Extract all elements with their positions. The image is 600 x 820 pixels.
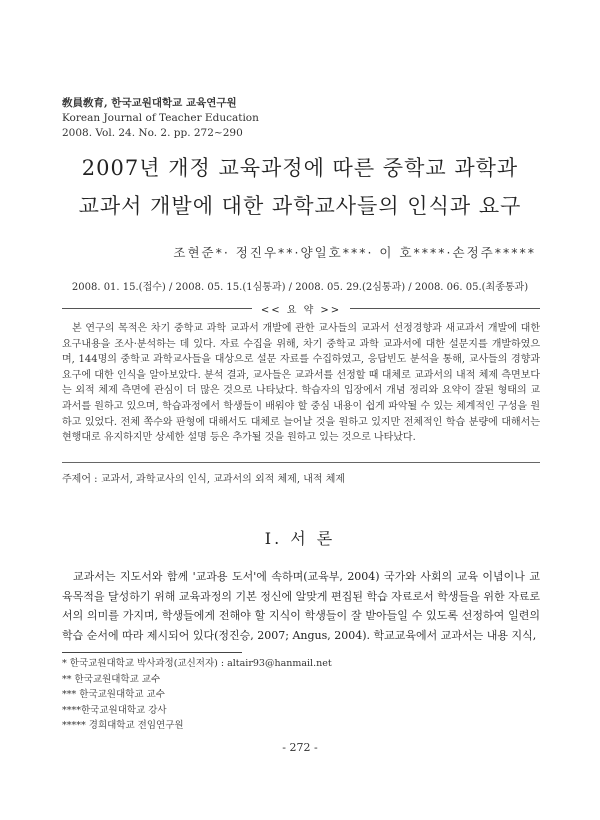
- abstract-rule-right: [350, 308, 540, 309]
- footnote-item: ***** 경희대학교 전임연구원: [62, 720, 184, 732]
- keywords: 주제어 : 교과서, 과학교사의 인식, 교과서의 외적 체제, 내적 체제: [62, 474, 346, 485]
- review-dates: 2008. 01. 15.(접수) / 2008. 05. 15.(1심통과) / 2008. 05. 29.(2심통과) / 2008. 06. 05.(최종통과): [71, 282, 529, 293]
- footnote-item: ****한국교원대학교 강사: [62, 704, 167, 716]
- footnote-item: ** 한국교원대학교 교수: [62, 673, 161, 685]
- journal-info: [62, 96, 259, 141]
- abstract-text: 본 연구의 목적은 차기 중학교 과학 교과서 개발에 관한 교사들의 교과서 선정경향과 새교과서 개발에 대한 요구내용을 조사·분석하는 데 있다. 자료 수집을 위해, 차기 중학교 과학 교과서에 대한 설문지를 개발하였으며, 144명의 중학교 과학교사들을 대상으로 설문 자료를 수집하였고, 응답빈도 분석을 통해, 교사들의 경향과 요구에 대한 인식을 알아보았다. 분석 결과, 교사들은 교과서를 선정할 때 대체로 교과서의 내적 체제 측면보다는 외적 체제 측면에 관심이 더 많은 것으로 나타났다. 학습자의 입장에서 개념 정리와 요약이 잘된 형태의 교과서를 원하고 있으며, 학습과정에서 학생들이 배워야 할 중심 내용이 쉽게 파악될 수 있는 체계적인 구성을 원하고 있었다. 전체 쪽수와 판형에 대해서도 대체로 늘어날 것을 원하고 있지만 전체적인 학습 분량에 대해서는 현행대로 유지하지만 상세한 설명 등은 추가될 것을 원하고 있는 것으로 나타났다.: [62, 323, 540, 444]
- paper-title-line-2: 교과서 개발에 대한 과학교사들의 인식과 요구: [78, 194, 522, 218]
- abstract-heading: [62, 301, 540, 315]
- footnote-item: *** 한국교원대학교 교수: [62, 689, 165, 701]
- footnotes: [62, 656, 332, 734]
- author-list: 조현준*· 정진우**·양일호***· 이 호****·손정주*****: [173, 245, 536, 260]
- abstract-heading-label: << 요 약 >>: [260, 305, 342, 316]
- journal-english-name: Korean Journal of Teacher Education: [62, 112, 259, 124]
- page-number: - 272 -: [282, 741, 318, 754]
- keywords-divider: [62, 462, 540, 463]
- section-title: Ⅰ. 서 론: [264, 529, 336, 548]
- journal-name: 敎員敎育, 한국교원대학교 교육연구원: [62, 97, 237, 109]
- paper-title-line-1: 2007년 개정 교육과정에 따른 중학교 과학과: [81, 156, 519, 180]
- footnote-item: * 한국교원대학교 박사과정(교신저자) : altair93@hanmail.net: [62, 658, 332, 669]
- footnote-divider: [62, 652, 242, 653]
- journal-volume: 2008. Vol. 24. No. 2. pp. 272~290: [62, 127, 243, 139]
- body-paragraph: 교과서는 지도서와 함께 '교과용 도서'에 속하며(교육부, 2004) 국가와 사회의 교육 이념이나 교육목적을 달성하기 위해 교육과정의 기본 정신에 알맞게 편집된 학습 자료로서 학생들을 위한 자료로서의 의미를 가지며, 학생들에게 전해야 할 지식이 학생들이 잘 받아들일 수 있도록 선정하여 일련의 학습 순서에 따라 제시되어 있다(정진승, 2007; Angus, 2004). 학교교육에서 교과서는 내용 지식,: [62, 570, 540, 642]
